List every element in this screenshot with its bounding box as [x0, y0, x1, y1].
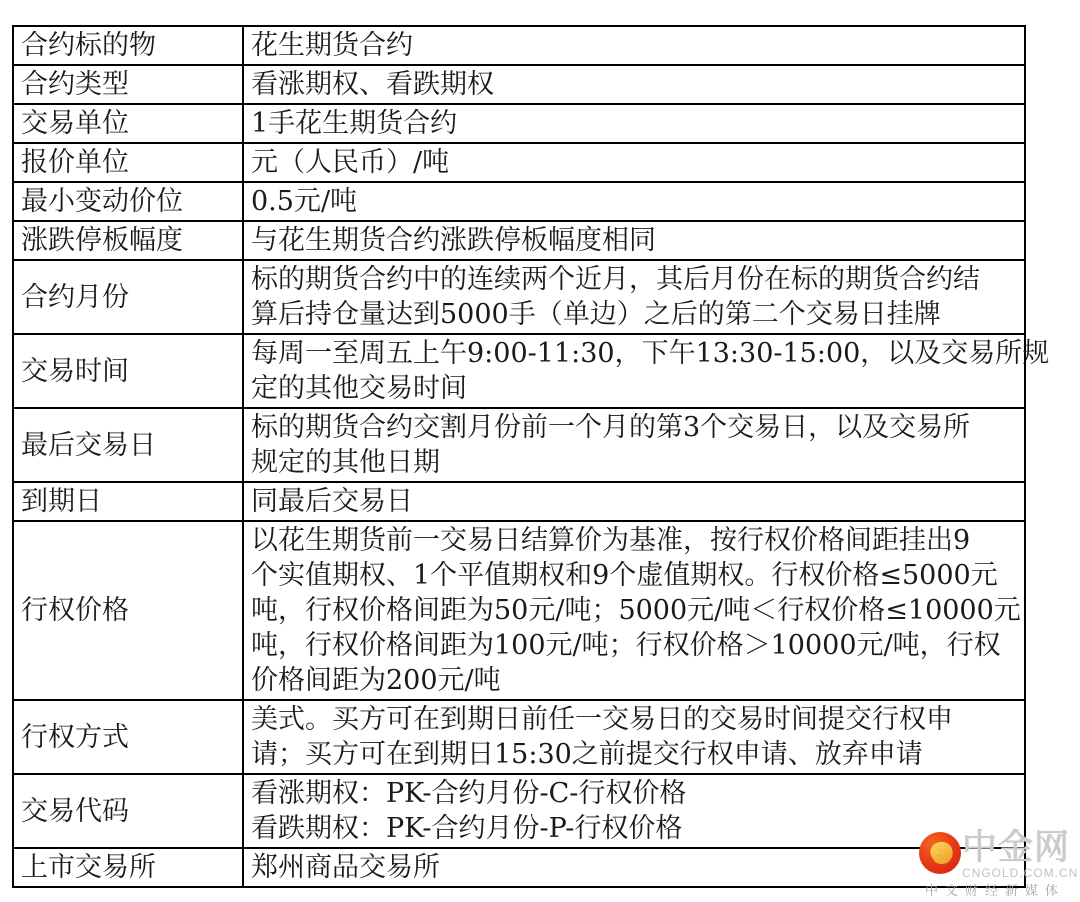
row-value	[243, 774, 1025, 848]
row-label: 合约标的物	[13, 26, 243, 65]
table-row	[13, 482, 1025, 521]
value-line: 个实值期权、1个平值期权和9个虚值期权。行权价格≤5000元	[251, 560, 998, 591]
row-value	[243, 65, 1025, 104]
table-row	[13, 700, 1025, 774]
row-label: 交易单位	[13, 104, 243, 143]
row-label: 行权方式	[13, 700, 243, 774]
contract-spec-table-body	[13, 26, 1050, 887]
value-line: 元（人民币）/吨	[251, 147, 450, 178]
value-line: 美式。买方可在到期日前任一交易日的交易时间提交行权申	[251, 704, 953, 735]
row-value	[243, 408, 1025, 482]
value-line: 吨，行权价格间距为50元/吨；5000元/吨＜行权价格≤10000元	[251, 595, 1021, 626]
value-line: 定的其他交易时间	[251, 373, 467, 404]
value-line: 请；买方可在到期日15:30之前提交行权申请、放弃申请	[251, 739, 923, 770]
value-line: 与花生期货合约涨跌停板幅度相同	[251, 225, 656, 256]
row-label: 交易时间	[13, 334, 243, 408]
row-value	[243, 104, 1025, 143]
cngold-tagline-text: 中文财经新媒体	[925, 883, 1066, 898]
value-line: 郑州商品交易所	[251, 852, 440, 883]
row-label: 到期日	[13, 482, 243, 521]
value-line: 标的期货合约中的连续两个近月，其后月份在标的期货合约结	[251, 264, 980, 295]
value-line: 同最后交易日	[251, 486, 413, 517]
row-value	[243, 182, 1025, 221]
row-value	[243, 482, 1025, 521]
cngold-brand-text: 中金网	[962, 828, 1071, 867]
table-row	[13, 26, 1025, 65]
row-value	[243, 143, 1025, 182]
value-line: 吨，行权价格间距为100元/吨；行权价格＞10000元/吨，行权	[251, 630, 1001, 661]
row-value	[243, 848, 1025, 887]
value-line: 看涨期权：PK-合约月份-C-行权价格	[251, 778, 687, 809]
row-label: 行权价格	[13, 521, 243, 700]
cngold-domain-text: CNGOLD.COM.CN	[962, 866, 1079, 880]
table-row	[13, 104, 1025, 143]
value-line: 以花生期货前一交易日结算价为基准，按行权价格间距挂出9	[251, 525, 971, 556]
row-label: 最后交易日	[13, 408, 243, 482]
row-value	[243, 700, 1025, 774]
value-line: 0.5元/吨	[251, 186, 358, 217]
table-row	[13, 408, 1025, 482]
value-line: 看跌期权：PK-合约月份-P-行权价格	[251, 813, 683, 844]
table-row	[13, 221, 1025, 260]
row-label: 报价单位	[13, 143, 243, 182]
row-value	[243, 521, 1025, 700]
row-label: 合约月份	[13, 260, 243, 334]
value-line: 规定的其他日期	[251, 447, 440, 478]
value-line: 价格间距为200元/吨	[251, 665, 501, 696]
row-label: 交易代码	[13, 774, 243, 848]
table-row	[13, 143, 1025, 182]
value-line: 看涨期权、看跌期权	[251, 69, 494, 100]
row-label: 涨跌停板幅度	[13, 221, 243, 260]
value-line: 算后持仓量达到5000手（单边）之后的第二个交易日挂牌	[251, 299, 941, 330]
row-label: 合约类型	[13, 65, 243, 104]
value-line: 1手花生期货合约	[251, 108, 458, 139]
row-value	[243, 26, 1025, 65]
row-label: 上市交易所	[13, 848, 243, 887]
row-value	[243, 221, 1025, 260]
row-value	[243, 334, 1050, 408]
table-row	[13, 774, 1025, 848]
table-row	[13, 521, 1025, 700]
value-line: 花生期货合约	[251, 30, 413, 61]
table-row	[13, 182, 1025, 221]
table-row	[13, 848, 1025, 887]
table-row	[13, 334, 1025, 408]
contract-spec-table	[12, 25, 1050, 888]
table-row	[13, 65, 1025, 104]
row-value	[243, 260, 1025, 334]
value-line: 标的期货合约交割月份前一个月的第3个交易日，以及交易所	[251, 412, 971, 443]
value-line: 每周一至周五上午9:00-11:30，下午13:30-15:00，以及交易所规	[251, 338, 1050, 369]
table-row	[13, 260, 1025, 334]
row-label: 最小变动价位	[13, 182, 243, 221]
